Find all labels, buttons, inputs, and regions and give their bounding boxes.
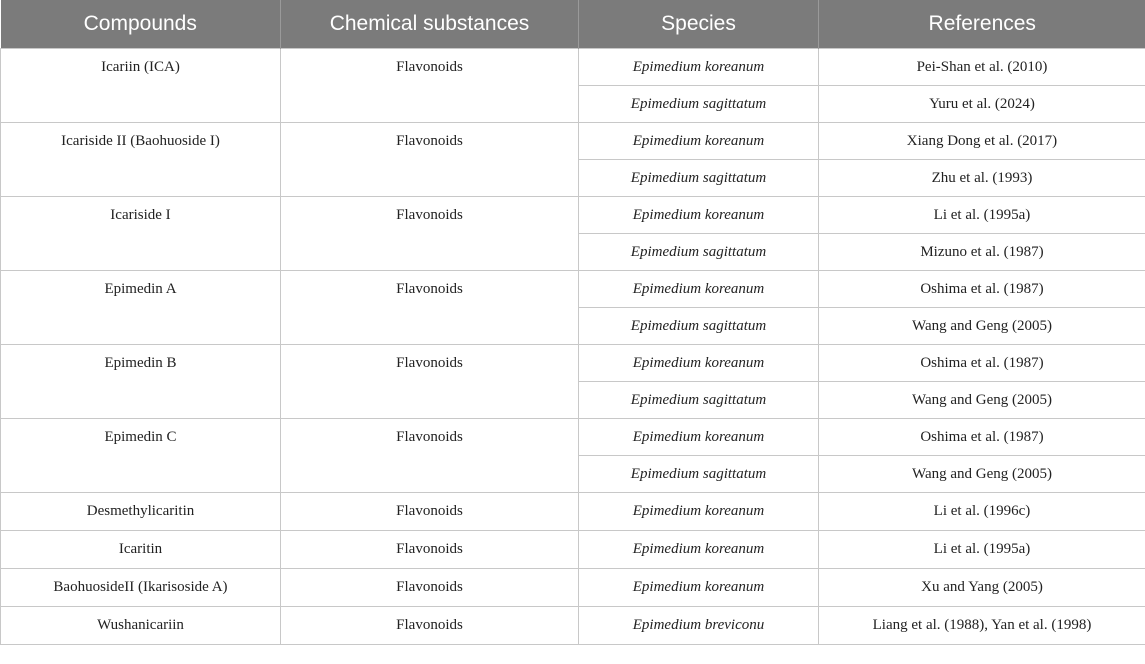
compound-cell: Epimedin B [1,345,281,419]
species-cell: Epimedium koreanum [579,531,819,569]
substance-cell: Flavonoids [281,345,579,419]
table-row [1,271,1145,308]
reference-cell: Li et al. (1995a) [819,197,1145,234]
header-row [1,0,1145,49]
substance-cell: Flavonoids [281,531,579,569]
reference-cell: Wang and Geng (2005) [819,456,1145,493]
substance-cell: Flavonoids [281,607,579,645]
reference-cell: Yuru et al. (2024) [819,86,1145,123]
table-row [1,493,1145,531]
substance-cell: Flavonoids [281,49,579,123]
table-row [1,123,1145,160]
reference-cell: Liang et al. (1988), Yan et al. (1998) [819,607,1145,645]
compound-cell: Wushanicariin [1,607,281,645]
table-row [1,345,1145,382]
table-body [1,49,1145,645]
header-species: Species [579,0,819,49]
reference-cell: Li et al. (1996c) [819,493,1145,531]
species-cell: Epimedium sagittatum [579,160,819,197]
header-references: References [819,0,1145,49]
species-cell: Epimedium sagittatum [579,456,819,493]
substance-cell: Flavonoids [281,493,579,531]
table-row [1,49,1145,86]
reference-cell: Oshima et al. (1987) [819,345,1145,382]
reference-cell: Wang and Geng (2005) [819,382,1145,419]
table-row [1,197,1145,234]
species-cell: Epimedium sagittatum [579,234,819,271]
reference-cell: Mizuno et al. (1987) [819,234,1145,271]
compound-cell: Icariside II (Baohuoside I) [1,123,281,197]
species-cell: Epimedium sagittatum [579,86,819,123]
table-header [1,0,1145,49]
reference-cell: Xiang Dong et al. (2017) [819,123,1145,160]
header-chemical-substances: Chemical substances [281,0,579,49]
table-row [1,607,1145,645]
species-cell: Epimedium koreanum [579,569,819,607]
species-cell: Epimedium koreanum [579,49,819,86]
species-cell: Epimedium koreanum [579,197,819,234]
substance-cell: Flavonoids [281,419,579,493]
compound-cell: Epimedin C [1,419,281,493]
substance-cell: Flavonoids [281,123,579,197]
substance-cell: Flavonoids [281,197,579,271]
table-row [1,419,1145,456]
substance-cell: Flavonoids [281,271,579,345]
reference-cell: Oshima et al. (1987) [819,271,1145,308]
species-cell: Epimedium breviconu [579,607,819,645]
species-cell: Epimedium sagittatum [579,382,819,419]
reference-cell: Li et al. (1995a) [819,531,1145,569]
compound-cell: Icariside I [1,197,281,271]
compound-cell: Icaritin [1,531,281,569]
species-cell: Epimedium koreanum [579,419,819,456]
species-cell: Epimedium koreanum [579,271,819,308]
species-cell: Epimedium sagittatum [579,308,819,345]
substance-cell: Flavonoids [281,569,579,607]
reference-cell: Wang and Geng (2005) [819,308,1145,345]
reference-cell: Oshima et al. (1987) [819,419,1145,456]
species-cell: Epimedium koreanum [579,123,819,160]
species-cell: Epimedium koreanum [579,345,819,382]
header-compounds: Compounds [1,0,281,49]
reference-cell: Pei-Shan et al. (2010) [819,49,1145,86]
compound-cell: Desmethylicaritin [1,493,281,531]
compound-cell: Epimedin A [1,271,281,345]
species-cell: Epimedium koreanum [579,493,819,531]
reference-cell: Zhu et al. (1993) [819,160,1145,197]
compound-cell: BaohuosideII (Ikarisoside A) [1,569,281,607]
table-row [1,569,1145,607]
table-row [1,531,1145,569]
compound-cell: Icariin (ICA) [1,49,281,123]
reference-cell: Xu and Yang (2005) [819,569,1145,607]
